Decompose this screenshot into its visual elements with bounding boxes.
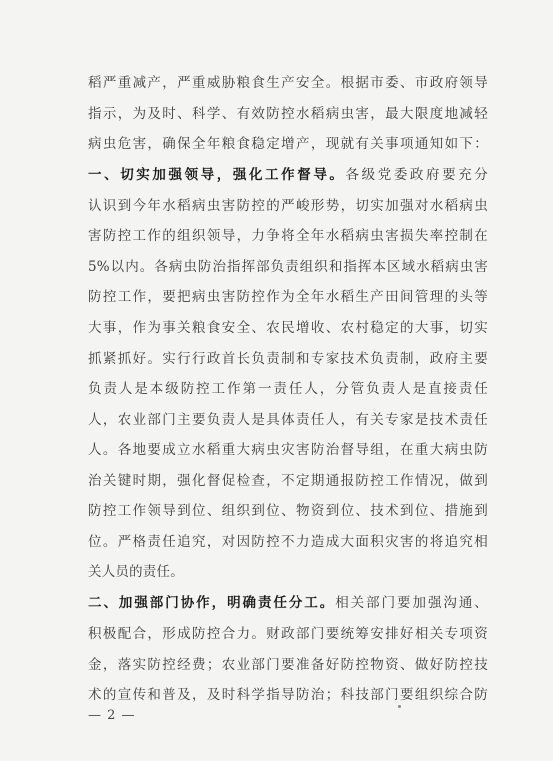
line-text: 术的宣传和普及，及时科学指导防治；科技部门要组织综合防 <box>88 687 488 703</box>
text-line <box>88 377 488 401</box>
text-line <box>88 102 488 126</box>
line-text: 负责人是本级防控工作第一责任人，分管负责人是直接责任 <box>88 381 488 397</box>
line-text: 关人员的责任。 <box>88 564 184 580</box>
line-text: 各级党委政府要充分 <box>345 167 488 183</box>
text-line <box>88 347 488 371</box>
text-line <box>88 71 488 95</box>
section-heading-2: 二、加强部门协作，明确责任分工。 <box>88 595 336 611</box>
text-line <box>88 132 488 156</box>
text-line <box>88 408 488 432</box>
text-line <box>88 285 488 309</box>
line-text: 位。严格责任追究，对因防控不力造成大面积灾害的将追究相 <box>88 534 488 550</box>
text-line <box>88 316 488 340</box>
text-line <box>88 224 488 248</box>
text-line <box>88 560 488 584</box>
line-text: 防控工作领导到位、组织到位、物资到位、技术到位、措施到 <box>88 503 488 519</box>
line-text: 害防控工作的组织领导，力争将全年水稻病虫害损失率控制在 <box>88 228 488 244</box>
line-text: 5%以内。各病虫防治指挥部负责组织和指挥本区域水稻病虫害 <box>88 259 488 275</box>
text-line <box>88 530 488 554</box>
line-text: 病虫危害，确保全年粮食稳定增产，现就有关事项通知如下： <box>88 136 488 152</box>
text-line <box>88 591 488 615</box>
line-text: 防控工作，要把病虫害防控作为全年水稻生产田间管理的头等 <box>88 289 488 305</box>
line-text: 认识到今年水稻病虫害防控的严峻形势，切实加强对水稻病虫 <box>88 198 488 214</box>
text-line <box>88 499 488 523</box>
text-line <box>88 163 488 187</box>
text-line <box>88 255 488 279</box>
line-text: 人。各地要成立水稻重大病虫灾害防治督导组，在重大病虫防 <box>88 442 488 458</box>
line-text: 稻严重减产，严重威胁粮食生产安全。根据市委、市政府领导 <box>88 75 488 91</box>
text-line <box>88 438 488 462</box>
line-text: 大事，作为事关粮食安全、农民增收、农村稳定的大事，切实 <box>88 320 488 336</box>
text-line <box>88 469 488 493</box>
scan-speck <box>398 705 401 708</box>
text-line <box>88 653 488 677</box>
line-text: 相关部门要加强沟通、 <box>335 595 488 611</box>
text-line <box>88 622 488 646</box>
line-text: 抓紧抓好。实行行政首长负责制和专家技术负责制，政府主要 <box>88 351 488 367</box>
line-text: 积极配合，形成防控合力。财政部门要统筹安排好相关专项资 <box>88 626 488 642</box>
line-text: 指示，为及时、科学、有效防控水稻病虫害，最大限度地减轻 <box>88 106 488 122</box>
line-text: 人，农业部门主要负责人是具体责任人，有关专家是技术责任 <box>88 412 488 428</box>
text-line <box>88 194 488 218</box>
line-text: 金，落实防控经费；农业部门要准备好防控物资、做好防控技 <box>88 657 488 673</box>
section-heading-1: 一、切实加强领导，强化工作督导。 <box>88 167 346 183</box>
page-number: — 2 — <box>88 708 136 723</box>
line-text: 治关键时期，强化督促检查，不定期通报防控工作情况，做到 <box>88 473 488 489</box>
text-line <box>88 683 488 707</box>
